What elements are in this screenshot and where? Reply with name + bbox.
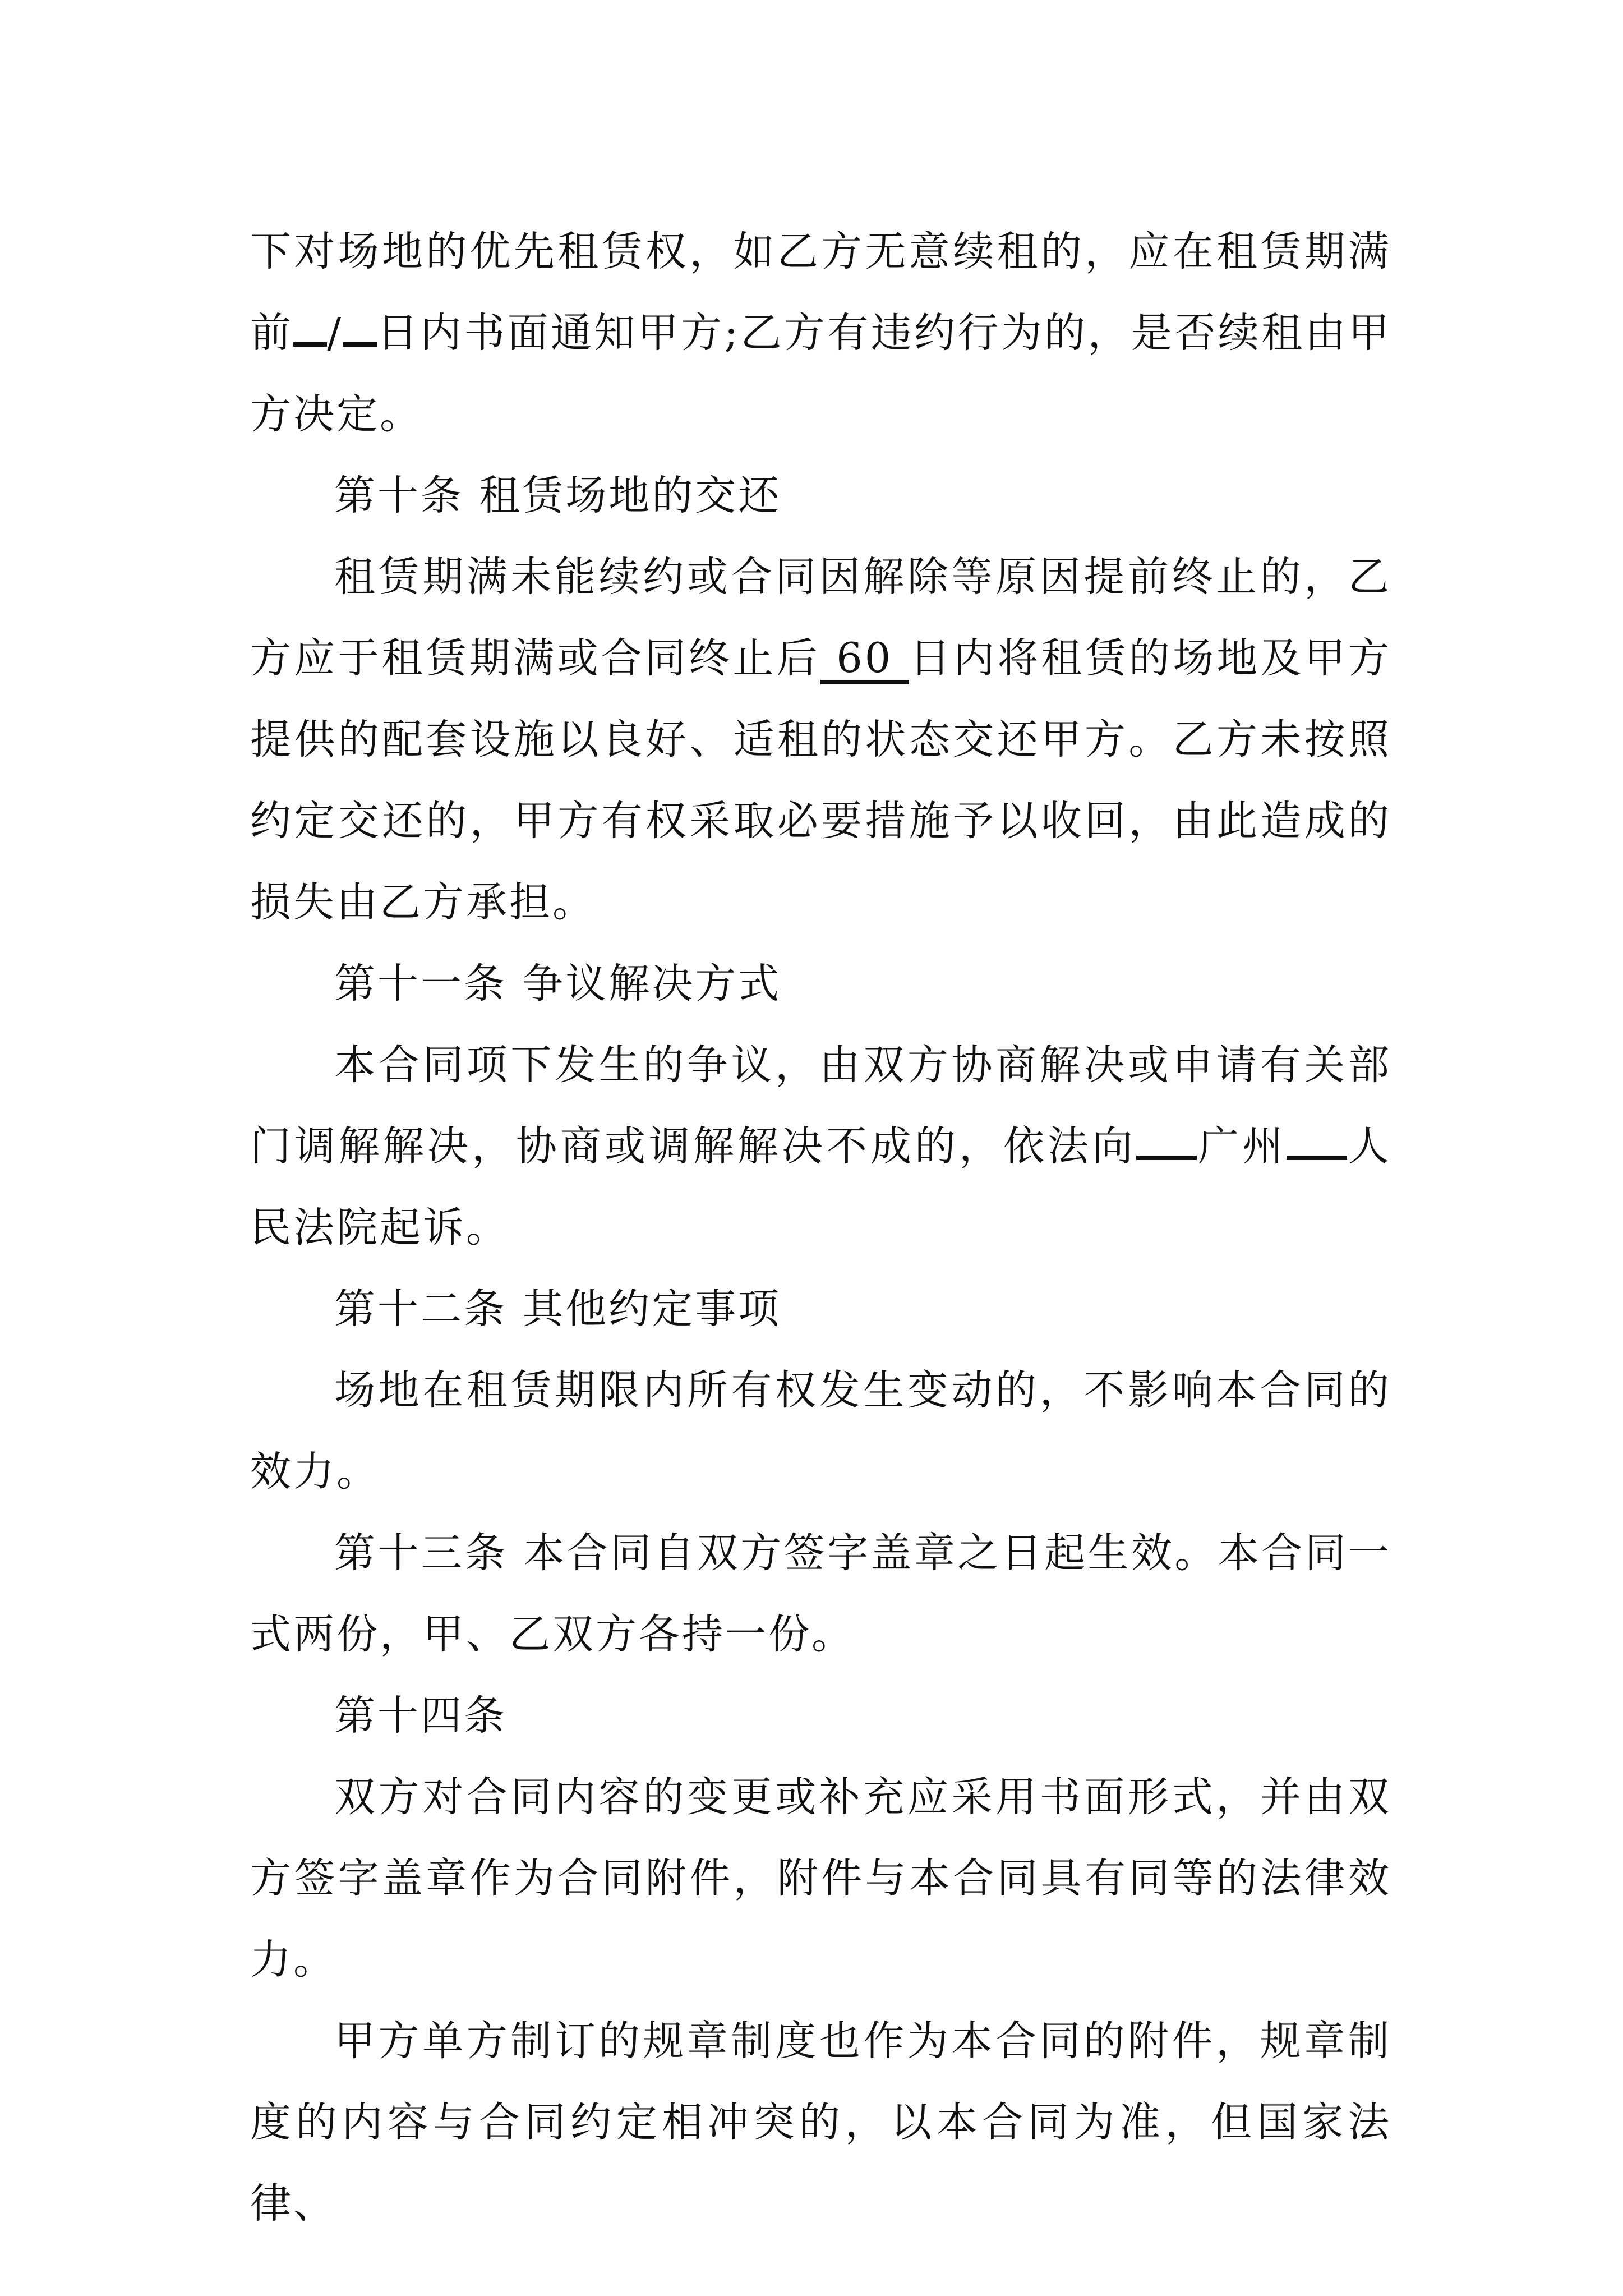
article-12-paragraph: 场地在租赁期限内所有权发生变动的，不影响本合同的效力。 [250,1366,1391,1496]
renewal-text-start: 下对场地的优先租赁权，如乙方无意续租的，应在租赁期满前 [250,228,1391,357]
return-days-value: 60 [820,638,909,684]
notice-days-blank-2 [343,341,377,347]
article-10-paragraph [250,536,1391,943]
court-city: 广州 [1197,1122,1287,1170]
notice-days-slash: / [327,309,344,357]
contract-body [250,211,1391,2244]
article-12-heading: 第十二条 其他约定事项 [334,1285,782,1333]
article-11-heading: 第十一条 争议解决方式 [334,960,782,1007]
article-11-text-start: 本合同项下发生的争议，由双方协商解决或申请有关部门调解解决，协商或调解解决不成的，依法向 [250,1041,1391,1170]
article-14-paragraph-1: 双方对合同内容的变更或补充应采用书面形式，并由双方签字盖章作为合同附件，附件与本合同具有同等的法律效力。 [250,1773,1391,1984]
article-13-paragraph: 第十三条 本合同自双方签字盖章之日起生效。本合同一式两份，甲、乙双方各持一份。 [250,1529,1391,1658]
article-14-heading: 第十四条 [334,1692,507,1740]
court-blank-after [1287,1154,1347,1160]
clause-renewal-paragraph [250,211,1391,455]
renewal-text-end: 日内书面通知甲方;乙方有违约行为的，是否续租由甲方决定。 [250,309,1392,438]
court-blank-before [1136,1154,1197,1160]
notice-days-blank-1 [293,341,327,347]
article-14-paragraph-2: 甲方单方制订的规章制度也作为本合同的附件，规章制度的内容与合同约定相冲突的，以本合同为准，但国家法律、 [250,2017,1391,2228]
article-11-paragraph [250,1024,1391,1268]
article-10-text-end: 日内将租赁的场地及甲方提供的配套设施以良好、适租的状态交还甲方。乙方未按照约定交还的，甲方有权采取必要措施予以收回，由此造成的损失由乙方承担。 [250,634,1392,926]
article-10-text-start: 租赁期满未能续约或合同因解除等原因提前终止的，乙方应于租赁期满或合同终止后 [250,553,1391,682]
article-11-text-end: 人民法院起诉。 [250,1122,1391,1251]
article-10-heading: 第十条 租赁场地的交还 [334,472,782,519]
